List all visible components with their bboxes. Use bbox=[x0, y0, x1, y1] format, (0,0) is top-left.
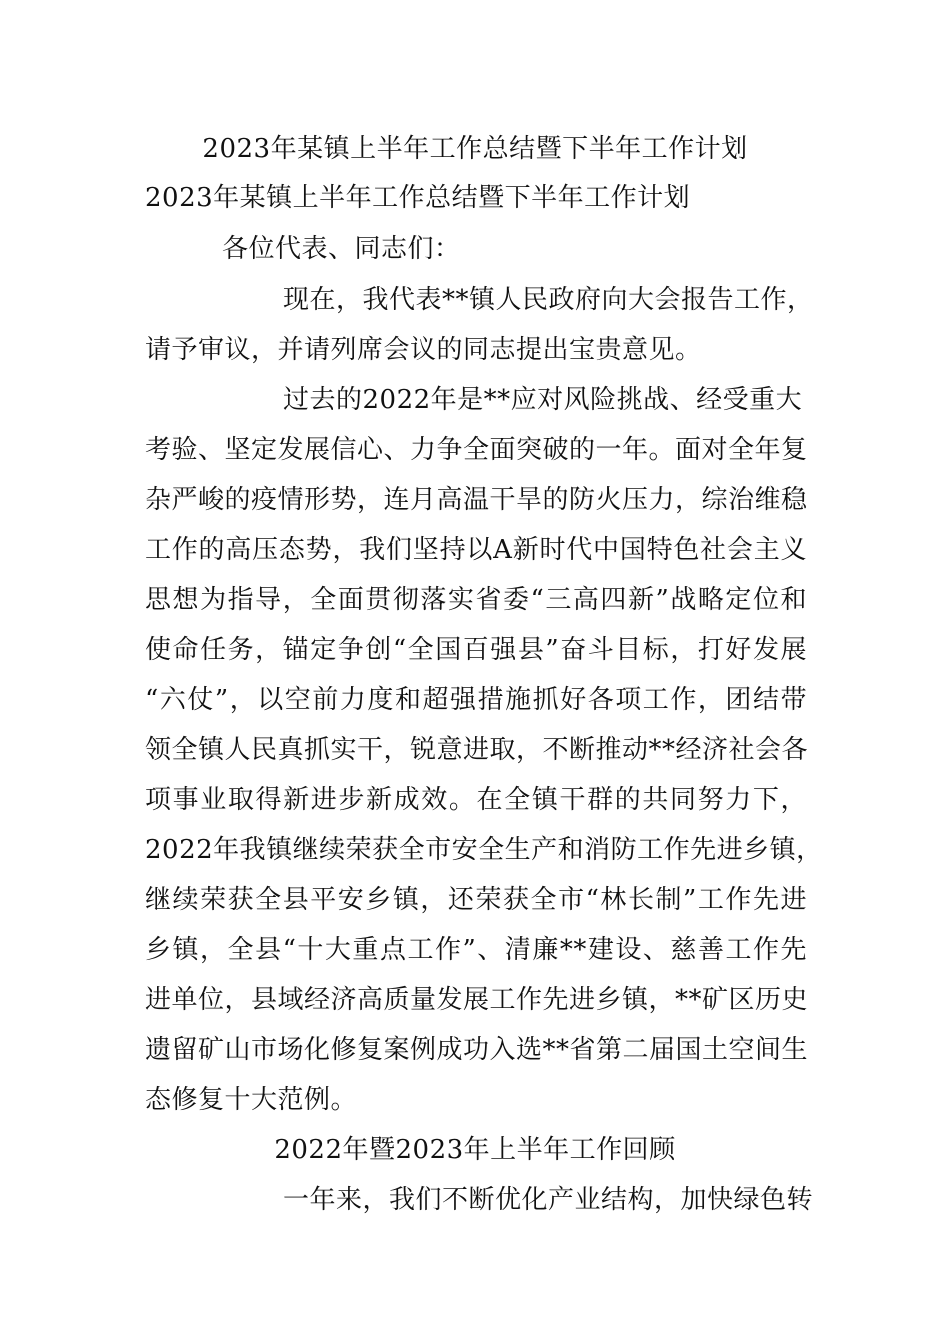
salutation: 各位代表、同志们： bbox=[222, 234, 461, 264]
paragraph-2-line-2: 考验、坚定发展信心、力争全面突破的一年。面对全年复 bbox=[145, 435, 808, 465]
paragraph-2-line-11: 继续荣获全县平安乡镇，还荣获全市“林长制”工作先进 bbox=[145, 885, 807, 915]
paragraph-2-line-15: 态修复十大范例。 bbox=[145, 1085, 358, 1115]
paragraph-2-line-13: 进单位，县域经济高质量发展工作先进乡镇，**矿区历史 bbox=[145, 985, 809, 1015]
paragraph-2-line-10: 2022年我镇继续荣获全市安全生产和消防工作先进乡镇， bbox=[145, 835, 823, 865]
document-title-repeat: 2023年某镇上半年工作总结暨下半年工作计划 bbox=[145, 183, 691, 213]
paragraph-2-line-12: 乡镇，全县“十大重点工作”、清廉**建设、慈善工作先 bbox=[145, 935, 807, 965]
paragraph-2-line-4: 工作的高压态势，我们坚持以A新时代中国特色社会主义 bbox=[145, 535, 807, 565]
paragraph-2-line-3: 杂严峻的疫情形势，连月高温干旱的防火压力，综治维稳 bbox=[145, 485, 808, 515]
section-heading: 2022年暨2023年上半年工作回顾 bbox=[274, 1135, 676, 1165]
paragraph-2-line-5: 思想为指导，全面贯彻落实省委“三高四新”战略定位和 bbox=[145, 585, 807, 615]
paragraph-2-line-14: 遗留矿山市场化修复案例成功入选**省第二届国土空间生 bbox=[145, 1035, 809, 1065]
document-title: 2023年某镇上半年工作总结暨下半年工作计划 bbox=[202, 134, 748, 164]
paragraph-2-line-8: 领全镇人民真抓实干，锐意进取，不断推动**经济社会各 bbox=[145, 735, 809, 765]
paragraph-2-line-7: “六仗”，以空前力度和超强措施抓好各项工作，团结带 bbox=[145, 685, 807, 715]
paragraph-2-line-1: 过去的2022年是**应对风险挑战、经受重大 bbox=[283, 385, 803, 415]
paragraph-2-line-9: 项事业取得新进步新成效。在全镇干群的共同努力下， bbox=[145, 785, 807, 815]
paragraph-1-line-2: 请予审议，并请列席会议的同志提出宝贵意见。 bbox=[145, 335, 702, 365]
paragraph-2-line-6: 使命任务，锚定争创“全国百强县”奋斗目标，打好发展 bbox=[145, 635, 807, 665]
paragraph-1-line-1: 现在，我代表**镇人民政府向大会报告工作， bbox=[283, 285, 814, 315]
paragraph-3-line-1: 一年来，我们不断优化产业结构，加快绿色转 bbox=[283, 1185, 814, 1215]
